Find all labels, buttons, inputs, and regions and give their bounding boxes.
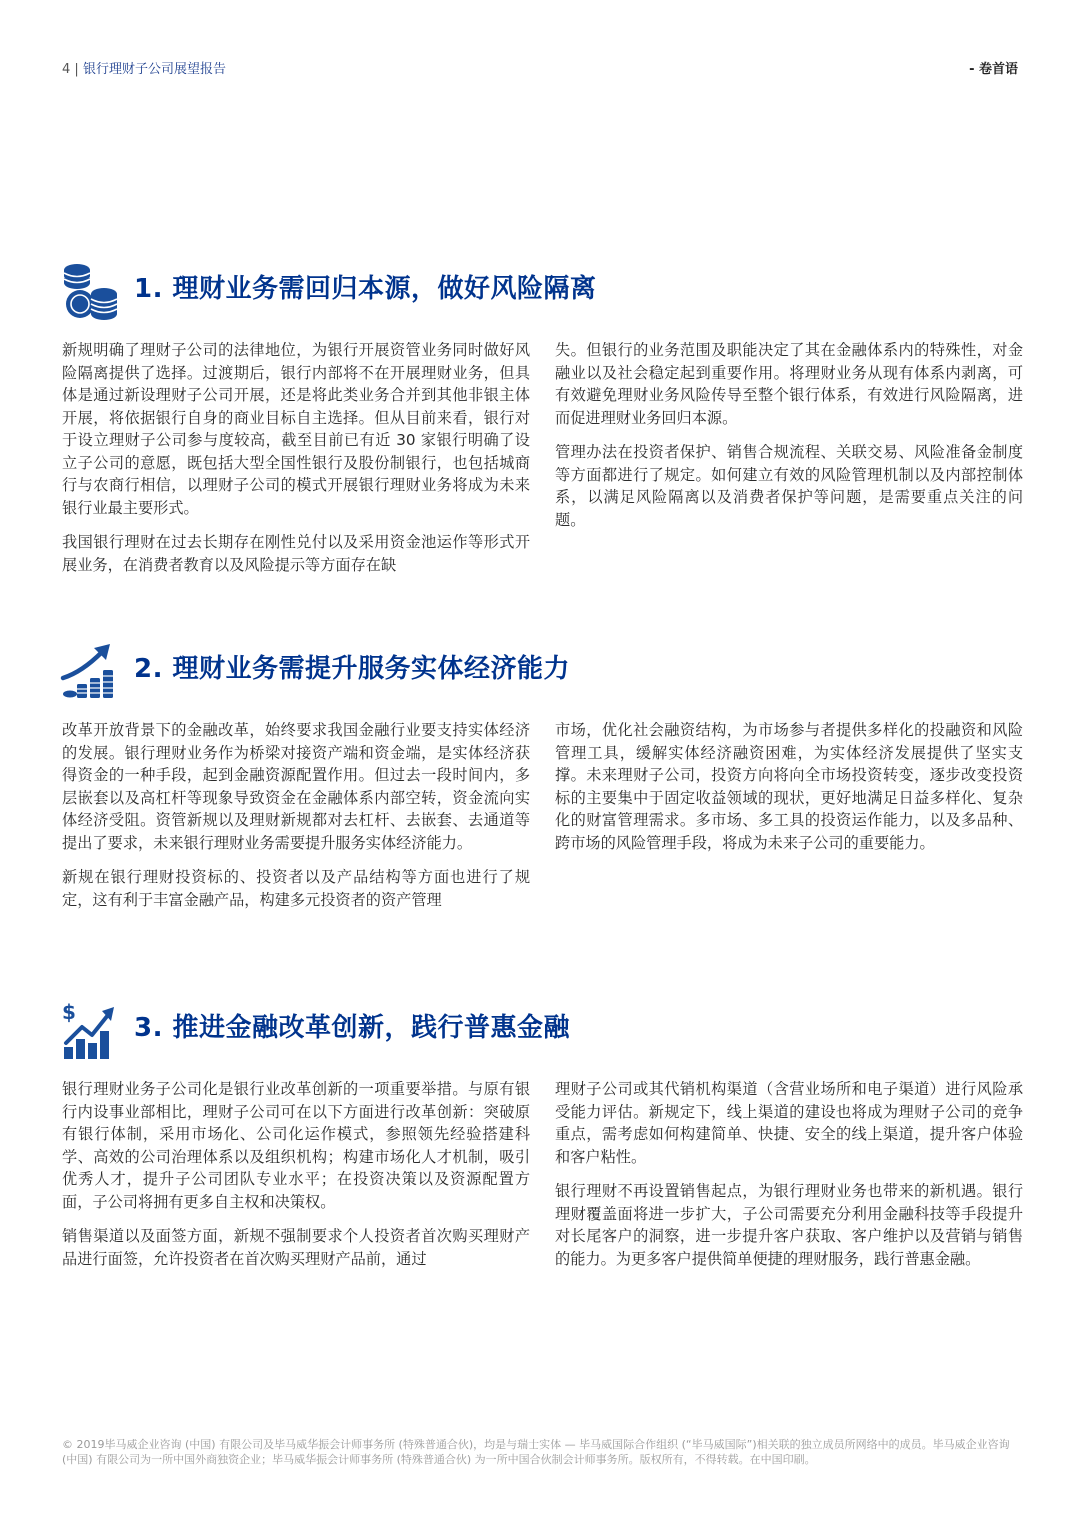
section-3-title: 3. 推进金融改革创新，践行普惠金融: [134, 1013, 571, 1043]
section-2-title: 2. 理财业务需提升服务实体经济能力: [134, 654, 571, 684]
dollar-bar-chart-icon: [60, 997, 118, 1061]
section-2-left-column: [62, 719, 530, 923]
paragraph: 理财子公司或其代销机构渠道（含营业场所和电子渠道）进行风险承受能力评估。新规定下，线上渠道的建设也将成为理财子公司的竞争重点，需考虑如何构建简单、快捷、安全的线上渠道，提升客户体验和客户粘性。: [555, 1080, 1023, 1166]
section-2-right-column: [555, 719, 1023, 866]
paragraph: 银行理财不再设置销售起点，为银行理财业务也带来的新机遇。银行理财覆盖面将进一步扩大，子公司需要充分利用金融科技等手段提升对长尾客户的洞察，进一步提升客户获取、客户维护以及营销与销售的能力。为更多客户提供简单便捷的理财服务，践行普惠金融。: [555, 1182, 1023, 1268]
section-3-right-column: [555, 1078, 1023, 1282]
section-1-right-column: [555, 339, 1023, 543]
report-title: 银行理财子公司展望报告: [82, 62, 226, 77]
paragraph: 市场，优化社会融资结构，为市场参与者提供多样化的投融资和风险管理工具，缓解实体经济融资困难，为实体经济发展提供了坚实支撑。未来理财子公司，投资方向将向全市场投资转变，逐步改变投资标的主要集中于固定收益领域的现状，更好地满足日益多样化、复杂化的财富管理需求。多市场、多工具的投资运作能力，以及多品种、跨市场的风险管理手段，将成为未来子公司的重要能力。: [555, 721, 1023, 852]
section-1-title: 1. 理财业务需回归本源，做好风险隔离: [134, 274, 597, 304]
svg-text:$: $: [62, 1000, 76, 1024]
page-header: [62, 58, 1018, 80]
page-number: 4 |: [62, 62, 79, 77]
paragraph: 我国银行理财在过去长期存在刚性兑付以及采用资金池运作等形式开展业务，在消费者教育以及风险提示等方面存在缺: [62, 533, 530, 574]
paragraph: 管理办法在投资者保护、销售合规流程、关联交易、风险准备金制度等方面都进行了规定。如何建立有效的风险管理机制以及内部控制体系，以满足风险隔离以及消费者保护等问题，是需要重点关注的问题。: [555, 443, 1023, 529]
paragraph: 改革开放背景下的金融改革，始终要求我国金融行业要支持实体经济的发展。银行理财业务作为桥梁对接资产端和资金端，是实体经济获得资金的一种手段，起到金融资源配置作用。但过去一段时间内，多层嵌套以及高杠杆等现象导致资金在金融体系内部空转，资金流向实体经济受阻。资管新规以及理财新规都对去杠杆、去嵌套、去通道等提出了要求，未来银行理财业务需要提升服务实体经济能力。: [62, 721, 530, 852]
paragraph: 新规在银行理财投资标的、投资者以及产品结构等方面也进行了规定，这有利于丰富金融产品，构建多元投资者的资产管理: [62, 868, 530, 909]
header-left: [62, 58, 226, 77]
paragraph: 银行理财业务子公司化是银行业改革创新的一项重要举措。与原有银行内设事业部相比，理财子公司可在以下方面进行改革创新：突破原有银行体制，采用市场化、公司化运作模式，参照领先经验搭建科学、高效的公司治理体系以及组织机构；构建市场化人才机制，吸引优秀人才，提升子公司团队专业水平；在投资决策以及资源配置方面，子公司将拥有更多自主权和决策权。: [62, 1080, 530, 1211]
section-3-left-column: [62, 1078, 530, 1282]
section-label: - 卷首语: [969, 62, 1018, 77]
paragraph: 新规明确了理财子公司的法律地位，为银行开展资管业务同时做好风险隔离提供了选择。过渡期后，银行内部将不在开展理财业务，但具体是通过新设理财子公司开展，还是将此类业务合并到其他非银主体开展，将依据银行自身的商业目标自主选择。但从目前来看，银行对于设立理财子公司参与度较高，截至目前已有近 30 家银行明确了设立子公司的意愿，既包括大型全国性银行及股份制银行，也包括城商行与农商行相信，以理财子公司的模式开展银行理财业务将成为未来银行业最主要形式。: [62, 341, 530, 517]
paragraph: 失。但银行的业务范围及职能决定了其在金融体系内的特殊性，对金融业以及社会稳定起到重要作用。将理财业务从现有体系内剥离，可有效避免理财业务风险传导至整个银行体系，有效进行风险隔离，进而促进理财业务回归本源。: [555, 341, 1023, 427]
copyright-footer: © 2019毕马威企业咨询 (中国) 有限公司及毕马威华振会计师事务所 (特殊普通合伙)，均是与瑞士实体 — 毕马威国际合作组织 (“毕马威国际”)相关联的独立成员所网络中的成员。毕马威企业咨询 (中国) 有限公司为一所中国外商独资企业；毕马威华振会计师事务所 (特殊普通合伙) 为一所中国合伙制会计师事务所。版权所有，不得转载。在中国印刷。: [62, 1438, 1010, 1466]
coins-stack-icon: [60, 258, 118, 322]
paragraph: 销售渠道以及面签方面，新规不强制要求个人投资者首次购买理财产品进行面签，允许投资者在首次购买理财产品前，通过: [62, 1227, 530, 1268]
section-1-left-column: [62, 339, 530, 588]
growth-arrow-icon: [60, 638, 118, 702]
